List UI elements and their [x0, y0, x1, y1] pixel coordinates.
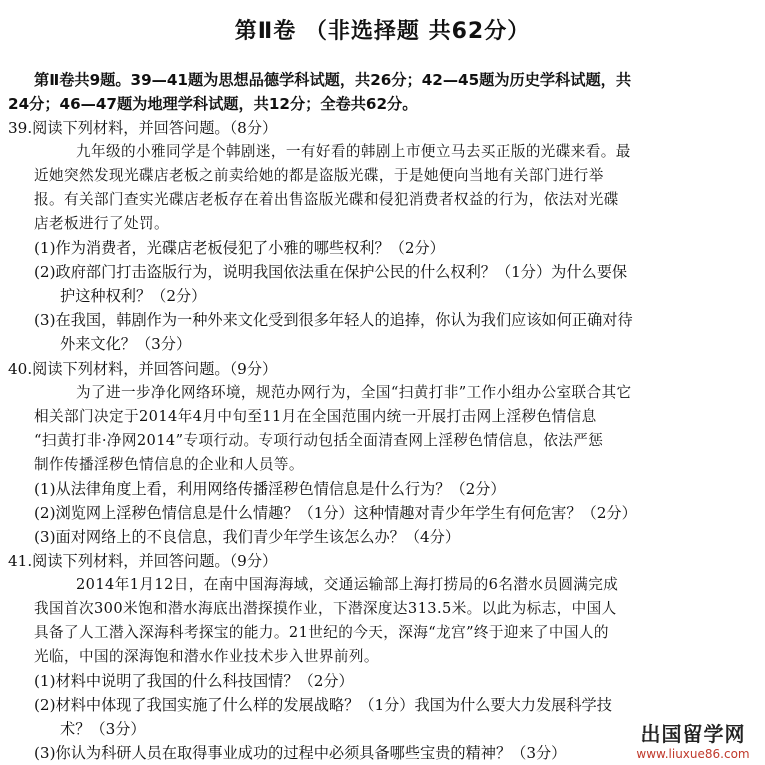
q41-question: (3)你认为科研人员在取得事业成功的过程中必须具备哪些宝贵的精神？（3分） — [34, 744, 567, 762]
q39-question-cont: 护这种权利？（2分） — [60, 287, 207, 305]
q39-question: (1)作为消费者，光碟店老板侵犯了小雅的哪些权利？（2分） — [34, 239, 445, 257]
q39-question: (3)在我国，韩剧作为一种外来文化受到很多年轻人的追捧，你认为我们应该如何正确对待 — [34, 311, 633, 329]
q39-material-line: 报。有关部门查实光碟店老板存在着出售盗版光碟和侵犯消费者权益的行为，依法对光碟 — [34, 191, 619, 208]
intro-line: 24分；46—47题为地理学科试题，共12分；全卷共62分。 — [8, 95, 418, 113]
q41-question: (1)材料中说明了我国的什么科技国情？（2分） — [34, 672, 354, 690]
q41-question: (2)材料中体现了我国实施了什么样的发展战略？（1分）我国为什么要大力发展科学技 — [34, 696, 612, 714]
q39-header: 39.阅读下列材料，并回答问题。（8分） — [8, 119, 278, 137]
q41-material-line: 具备了人工潜入深海科考探宝的能力。21世纪的今天，深海“龙宫”终于迎来了中国人的 — [34, 624, 609, 641]
q41-header: 41.阅读下列材料，并回答问题。（9分） — [8, 552, 278, 570]
q41-material-line: 2014年1月12日，在南中国海海域，交通运输部上海打捞局的6名潜水员圆满完成 — [76, 576, 619, 593]
q39-material-line: 九年级的小雅同学是个韩剧迷，一有好看的韩剧上市便立马去买正版的光碟来看。最 — [76, 143, 631, 160]
q40-material-line: 制作传播淫秽色情信息的企业和人员等。 — [34, 456, 304, 473]
q39-material-line: 近她突然发现光碟店老板之前卖给她的都是盗版光碟，于是她便向当地有关部门进行举 — [34, 167, 604, 184]
watermark-text: 出国留学网 — [640, 722, 746, 746]
q39-question: (2)政府部门打击盗版行为，说明我国依法重在保护公民的什么权利？（1分）为什么要保 — [34, 263, 628, 281]
q39-question-cont: 外来文化？（3分） — [60, 335, 192, 353]
q41-material-line: 我国首次300米饱和潜水海底出潜探摸作业，下潜深度达313.5米。以此为标志，中国人 — [34, 600, 617, 617]
q40-question: (3)面对网络上的不良信息，我们青少年学生该怎么办？（4分） — [34, 528, 461, 546]
q41-material-line: 光临，中国的深海饱和潜水作业技术步入世界前列。 — [34, 648, 379, 665]
q40-material-line: “扫黄打非·净网2014”专项行动。专项行动包括全面清查网上淫秽色情信息，依法严惩 — [34, 432, 604, 449]
q41-question-cont: 术？（3分） — [60, 720, 146, 738]
watermark-url: www.liuxue86.com — [636, 747, 750, 761]
section-title: 第Ⅱ卷 （非选择题 共62分） — [234, 19, 531, 44]
q40-material-line: 为了进一步净化网络环境，规范办网行为，全国“扫黄打非”工作小组办公室联合其它 — [76, 384, 632, 401]
q39-material-line: 店老板进行了处罚。 — [34, 215, 169, 232]
q40-header: 40.阅读下列材料，并回答问题。（9分） — [8, 360, 278, 378]
q40-question: (2)浏览网上淫秽色情信息是什么情趣？（1分）这种情趣对青少年学生有何危害？（2分） — [34, 504, 637, 522]
intro-line: 第Ⅱ卷共9题。39—41题为思想品德学科试题，共26分；42—45题为历史学科试题，共 — [34, 71, 632, 89]
site-watermark — [629, 718, 757, 761]
q40-question: (1)从法律角度上看，利用网络传播淫秽色情信息是什么行为？（2分） — [34, 480, 506, 498]
q40-material-line: 相关部门决定于2014年4月中旬至11月在全国范围内统一开展打击网上淫秽色情信息 — [34, 408, 597, 425]
